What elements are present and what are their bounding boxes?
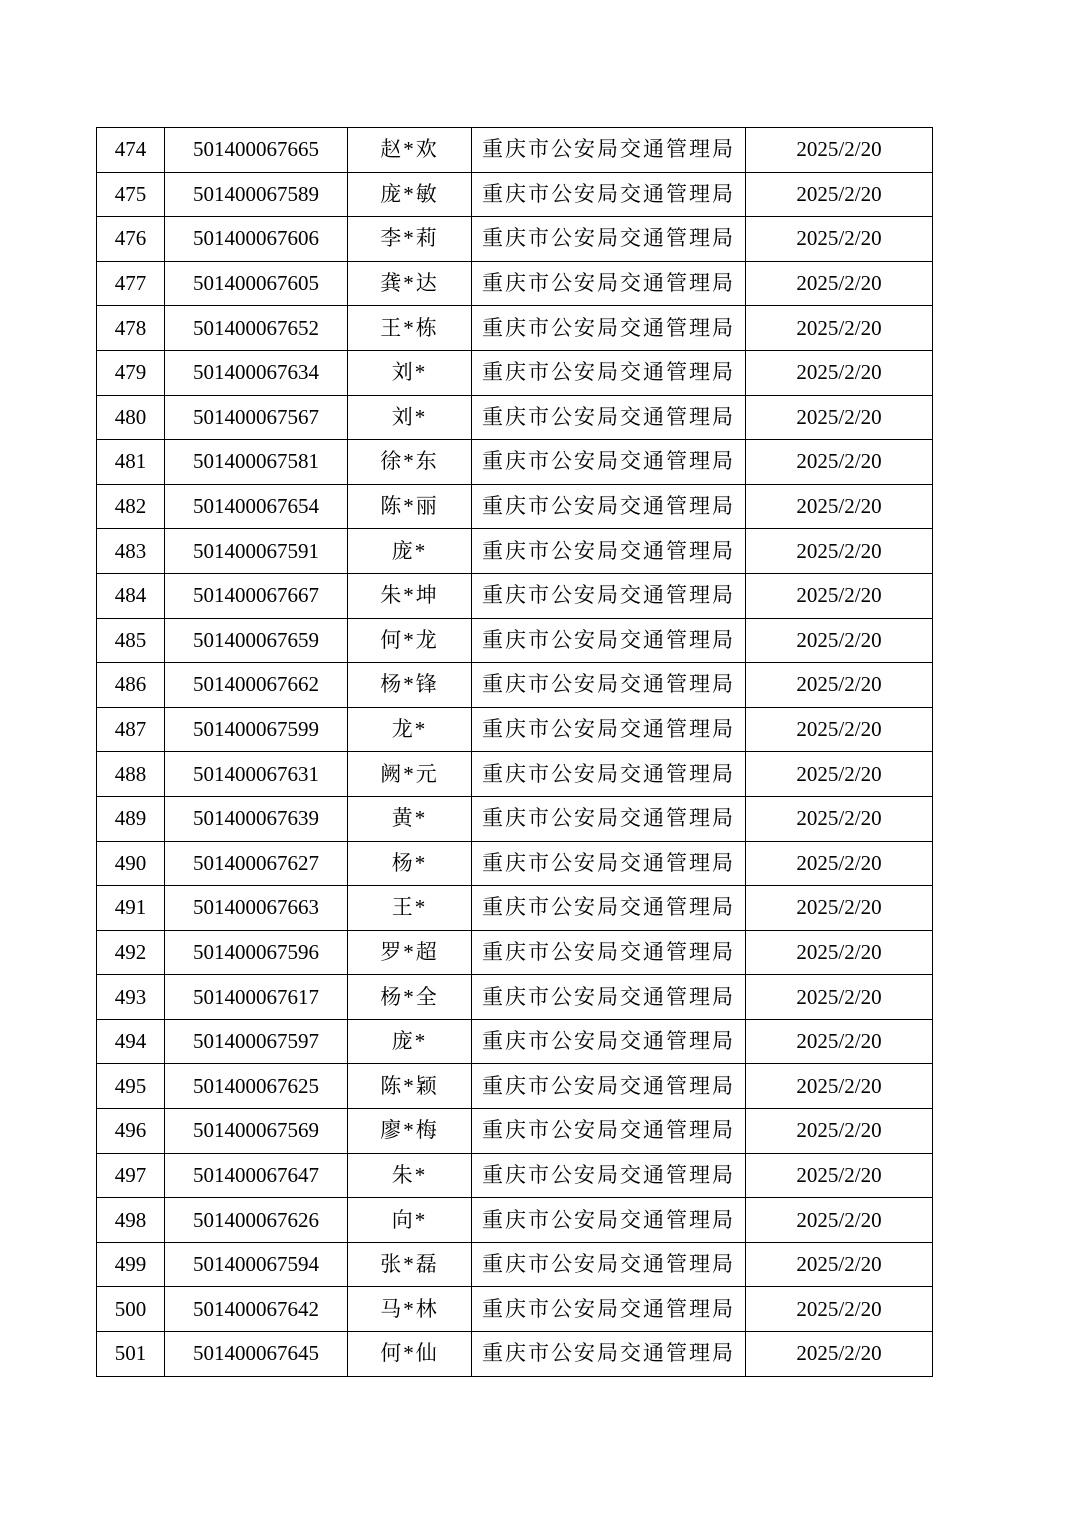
issue-date-cell: 2025/2/20 [746, 350, 933, 395]
serial-number-cell: 496 [97, 1109, 165, 1154]
serial-number-cell: 500 [97, 1287, 165, 1332]
issuing-agency-cell: 重庆市公安局交通管理局 [472, 172, 746, 217]
record-id-cell: 501400067594 [165, 1242, 348, 1287]
serial-number-cell: 487 [97, 707, 165, 752]
serial-number-cell: 476 [97, 217, 165, 262]
record-id-cell: 501400067626 [165, 1198, 348, 1243]
issue-date-cell: 2025/2/20 [746, 841, 933, 886]
serial-number-cell: 497 [97, 1153, 165, 1198]
issuing-agency-cell: 重庆市公安局交通管理局 [472, 1019, 746, 1064]
person-name-cell: 朱*坤 [348, 573, 472, 618]
table-row [97, 440, 933, 485]
serial-number-cell: 483 [97, 529, 165, 574]
serial-number-cell: 499 [97, 1242, 165, 1287]
issuing-agency-cell: 重庆市公安局交通管理局 [472, 841, 746, 886]
record-id-cell: 501400067605 [165, 261, 348, 306]
record-id-cell: 501400067606 [165, 217, 348, 262]
table-row [97, 529, 933, 574]
person-name-cell: 陈*颖 [348, 1064, 472, 1109]
issuing-agency-cell: 重庆市公安局交通管理局 [472, 975, 746, 1020]
serial-number-cell: 480 [97, 395, 165, 440]
issue-date-cell: 2025/2/20 [746, 752, 933, 797]
person-name-cell: 王*栋 [348, 306, 472, 351]
table-row [97, 128, 933, 173]
issuing-agency-cell: 重庆市公安局交通管理局 [472, 395, 746, 440]
person-name-cell: 王* [348, 886, 472, 931]
person-name-cell: 刘* [348, 350, 472, 395]
table-row [97, 172, 933, 217]
record-id-cell: 501400067634 [165, 350, 348, 395]
person-name-cell: 陈*丽 [348, 484, 472, 529]
table-row [97, 1332, 933, 1377]
record-id-cell: 501400067645 [165, 1332, 348, 1377]
issuing-agency-cell: 重庆市公安局交通管理局 [472, 440, 746, 485]
record-id-cell: 501400067627 [165, 841, 348, 886]
person-name-cell: 向* [348, 1198, 472, 1243]
issuing-agency-cell: 重庆市公安局交通管理局 [472, 752, 746, 797]
table-row [97, 1064, 933, 1109]
record-id-cell: 501400067625 [165, 1064, 348, 1109]
issue-date-cell: 2025/2/20 [746, 1332, 933, 1377]
issue-date-cell: 2025/2/20 [746, 1019, 933, 1064]
person-name-cell: 庞*敏 [348, 172, 472, 217]
record-id-cell: 501400067617 [165, 975, 348, 1020]
serial-number-cell: 490 [97, 841, 165, 886]
issuing-agency-cell: 重庆市公安局交通管理局 [472, 707, 746, 752]
issue-date-cell: 2025/2/20 [746, 395, 933, 440]
serial-number-cell: 482 [97, 484, 165, 529]
record-id-cell: 501400067659 [165, 618, 348, 663]
table-row [97, 930, 933, 975]
table-row [97, 752, 933, 797]
issue-date-cell: 2025/2/20 [746, 1242, 933, 1287]
table-row [97, 975, 933, 1020]
person-name-cell: 朱* [348, 1153, 472, 1198]
issue-date-cell: 2025/2/20 [746, 217, 933, 262]
issue-date-cell: 2025/2/20 [746, 886, 933, 931]
table-row [97, 350, 933, 395]
person-name-cell: 龙* [348, 707, 472, 752]
serial-number-cell: 493 [97, 975, 165, 1020]
table-row [97, 1109, 933, 1154]
table-row [97, 261, 933, 306]
person-name-cell: 杨* [348, 841, 472, 886]
serial-number-cell: 491 [97, 886, 165, 931]
person-name-cell: 赵*欢 [348, 128, 472, 173]
issue-date-cell: 2025/2/20 [746, 573, 933, 618]
issuing-agency-cell: 重庆市公安局交通管理局 [472, 1153, 746, 1198]
issue-date-cell: 2025/2/20 [746, 440, 933, 485]
record-id-cell: 501400067589 [165, 172, 348, 217]
serial-number-cell: 479 [97, 350, 165, 395]
person-name-cell: 何*龙 [348, 618, 472, 663]
record-table [96, 127, 933, 1377]
issuing-agency-cell: 重庆市公安局交通管理局 [472, 261, 746, 306]
record-id-cell: 501400067596 [165, 930, 348, 975]
serial-number-cell: 477 [97, 261, 165, 306]
person-name-cell: 杨*全 [348, 975, 472, 1020]
issue-date-cell: 2025/2/20 [746, 1287, 933, 1332]
issuing-agency-cell: 重庆市公安局交通管理局 [472, 128, 746, 173]
issuing-agency-cell: 重庆市公安局交通管理局 [472, 886, 746, 931]
issuing-agency-cell: 重庆市公安局交通管理局 [472, 217, 746, 262]
record-id-cell: 501400067639 [165, 796, 348, 841]
serial-number-cell: 494 [97, 1019, 165, 1064]
person-name-cell: 刘* [348, 395, 472, 440]
serial-number-cell: 498 [97, 1198, 165, 1243]
issue-date-cell: 2025/2/20 [746, 1109, 933, 1154]
issue-date-cell: 2025/2/20 [746, 261, 933, 306]
person-name-cell: 何*仙 [348, 1332, 472, 1377]
person-name-cell: 徐*东 [348, 440, 472, 485]
person-name-cell: 杨*锋 [348, 663, 472, 708]
serial-number-cell: 489 [97, 796, 165, 841]
table-row [97, 1242, 933, 1287]
issue-date-cell: 2025/2/20 [746, 618, 933, 663]
record-id-cell: 501400067652 [165, 306, 348, 351]
issuing-agency-cell: 重庆市公安局交通管理局 [472, 1242, 746, 1287]
issuing-agency-cell: 重庆市公安局交通管理局 [472, 529, 746, 574]
table-row [97, 1287, 933, 1332]
person-name-cell: 廖*梅 [348, 1109, 472, 1154]
record-id-cell: 501400067654 [165, 484, 348, 529]
serial-number-cell: 475 [97, 172, 165, 217]
issuing-agency-cell: 重庆市公安局交通管理局 [472, 484, 746, 529]
record-id-cell: 501400067599 [165, 707, 348, 752]
issue-date-cell: 2025/2/20 [746, 796, 933, 841]
issuing-agency-cell: 重庆市公安局交通管理局 [472, 1064, 746, 1109]
serial-number-cell: 492 [97, 930, 165, 975]
issuing-agency-cell: 重庆市公安局交通管理局 [472, 306, 746, 351]
issue-date-cell: 2025/2/20 [746, 975, 933, 1020]
issuing-agency-cell: 重庆市公安局交通管理局 [472, 1287, 746, 1332]
person-name-cell: 罗*超 [348, 930, 472, 975]
table-row [97, 796, 933, 841]
serial-number-cell: 474 [97, 128, 165, 173]
issue-date-cell: 2025/2/20 [746, 306, 933, 351]
issuing-agency-cell: 重庆市公安局交通管理局 [472, 1109, 746, 1154]
record-id-cell: 501400067581 [165, 440, 348, 485]
issue-date-cell: 2025/2/20 [746, 1198, 933, 1243]
record-id-cell: 501400067642 [165, 1287, 348, 1332]
table-row [97, 841, 933, 886]
serial-number-cell: 481 [97, 440, 165, 485]
issuing-agency-cell: 重庆市公安局交通管理局 [472, 350, 746, 395]
issue-date-cell: 2025/2/20 [746, 930, 933, 975]
table-row [97, 395, 933, 440]
issuing-agency-cell: 重庆市公安局交通管理局 [472, 796, 746, 841]
record-table-body [97, 128, 933, 1377]
issue-date-cell: 2025/2/20 [746, 484, 933, 529]
record-id-cell: 501400067647 [165, 1153, 348, 1198]
table-row [97, 484, 933, 529]
table-row [97, 1019, 933, 1064]
serial-number-cell: 478 [97, 306, 165, 351]
serial-number-cell: 501 [97, 1332, 165, 1377]
issue-date-cell: 2025/2/20 [746, 172, 933, 217]
issue-date-cell: 2025/2/20 [746, 663, 933, 708]
record-id-cell: 501400067567 [165, 395, 348, 440]
table-row [97, 573, 933, 618]
record-id-cell: 501400067665 [165, 128, 348, 173]
record-id-cell: 501400067597 [165, 1019, 348, 1064]
serial-number-cell: 488 [97, 752, 165, 797]
table-row [97, 663, 933, 708]
issuing-agency-cell: 重庆市公安局交通管理局 [472, 1332, 746, 1377]
record-id-cell: 501400067631 [165, 752, 348, 797]
issuing-agency-cell: 重庆市公安局交通管理局 [472, 663, 746, 708]
issuing-agency-cell: 重庆市公安局交通管理局 [472, 573, 746, 618]
person-name-cell: 马*林 [348, 1287, 472, 1332]
record-id-cell: 501400067663 [165, 886, 348, 931]
issue-date-cell: 2025/2/20 [746, 128, 933, 173]
issue-date-cell: 2025/2/20 [746, 1153, 933, 1198]
table-row [97, 306, 933, 351]
table-row [97, 707, 933, 752]
person-name-cell: 庞* [348, 529, 472, 574]
table-row [97, 1198, 933, 1243]
person-name-cell: 阙*元 [348, 752, 472, 797]
table-row [97, 217, 933, 262]
person-name-cell: 黄* [348, 796, 472, 841]
serial-number-cell: 485 [97, 618, 165, 663]
person-name-cell: 庞* [348, 1019, 472, 1064]
record-id-cell: 501400067569 [165, 1109, 348, 1154]
record-id-cell: 501400067591 [165, 529, 348, 574]
serial-number-cell: 484 [97, 573, 165, 618]
issuing-agency-cell: 重庆市公安局交通管理局 [472, 930, 746, 975]
person-name-cell: 李*莉 [348, 217, 472, 262]
issue-date-cell: 2025/2/20 [746, 529, 933, 574]
issue-date-cell: 2025/2/20 [746, 1064, 933, 1109]
serial-number-cell: 486 [97, 663, 165, 708]
issuing-agency-cell: 重庆市公安局交通管理局 [472, 618, 746, 663]
person-name-cell: 张*磊 [348, 1242, 472, 1287]
record-id-cell: 501400067667 [165, 573, 348, 618]
issue-date-cell: 2025/2/20 [746, 707, 933, 752]
issuing-agency-cell: 重庆市公安局交通管理局 [472, 1198, 746, 1243]
table-row [97, 1153, 933, 1198]
record-id-cell: 501400067662 [165, 663, 348, 708]
serial-number-cell: 495 [97, 1064, 165, 1109]
table-row [97, 886, 933, 931]
table-row [97, 618, 933, 663]
person-name-cell: 龚*达 [348, 261, 472, 306]
